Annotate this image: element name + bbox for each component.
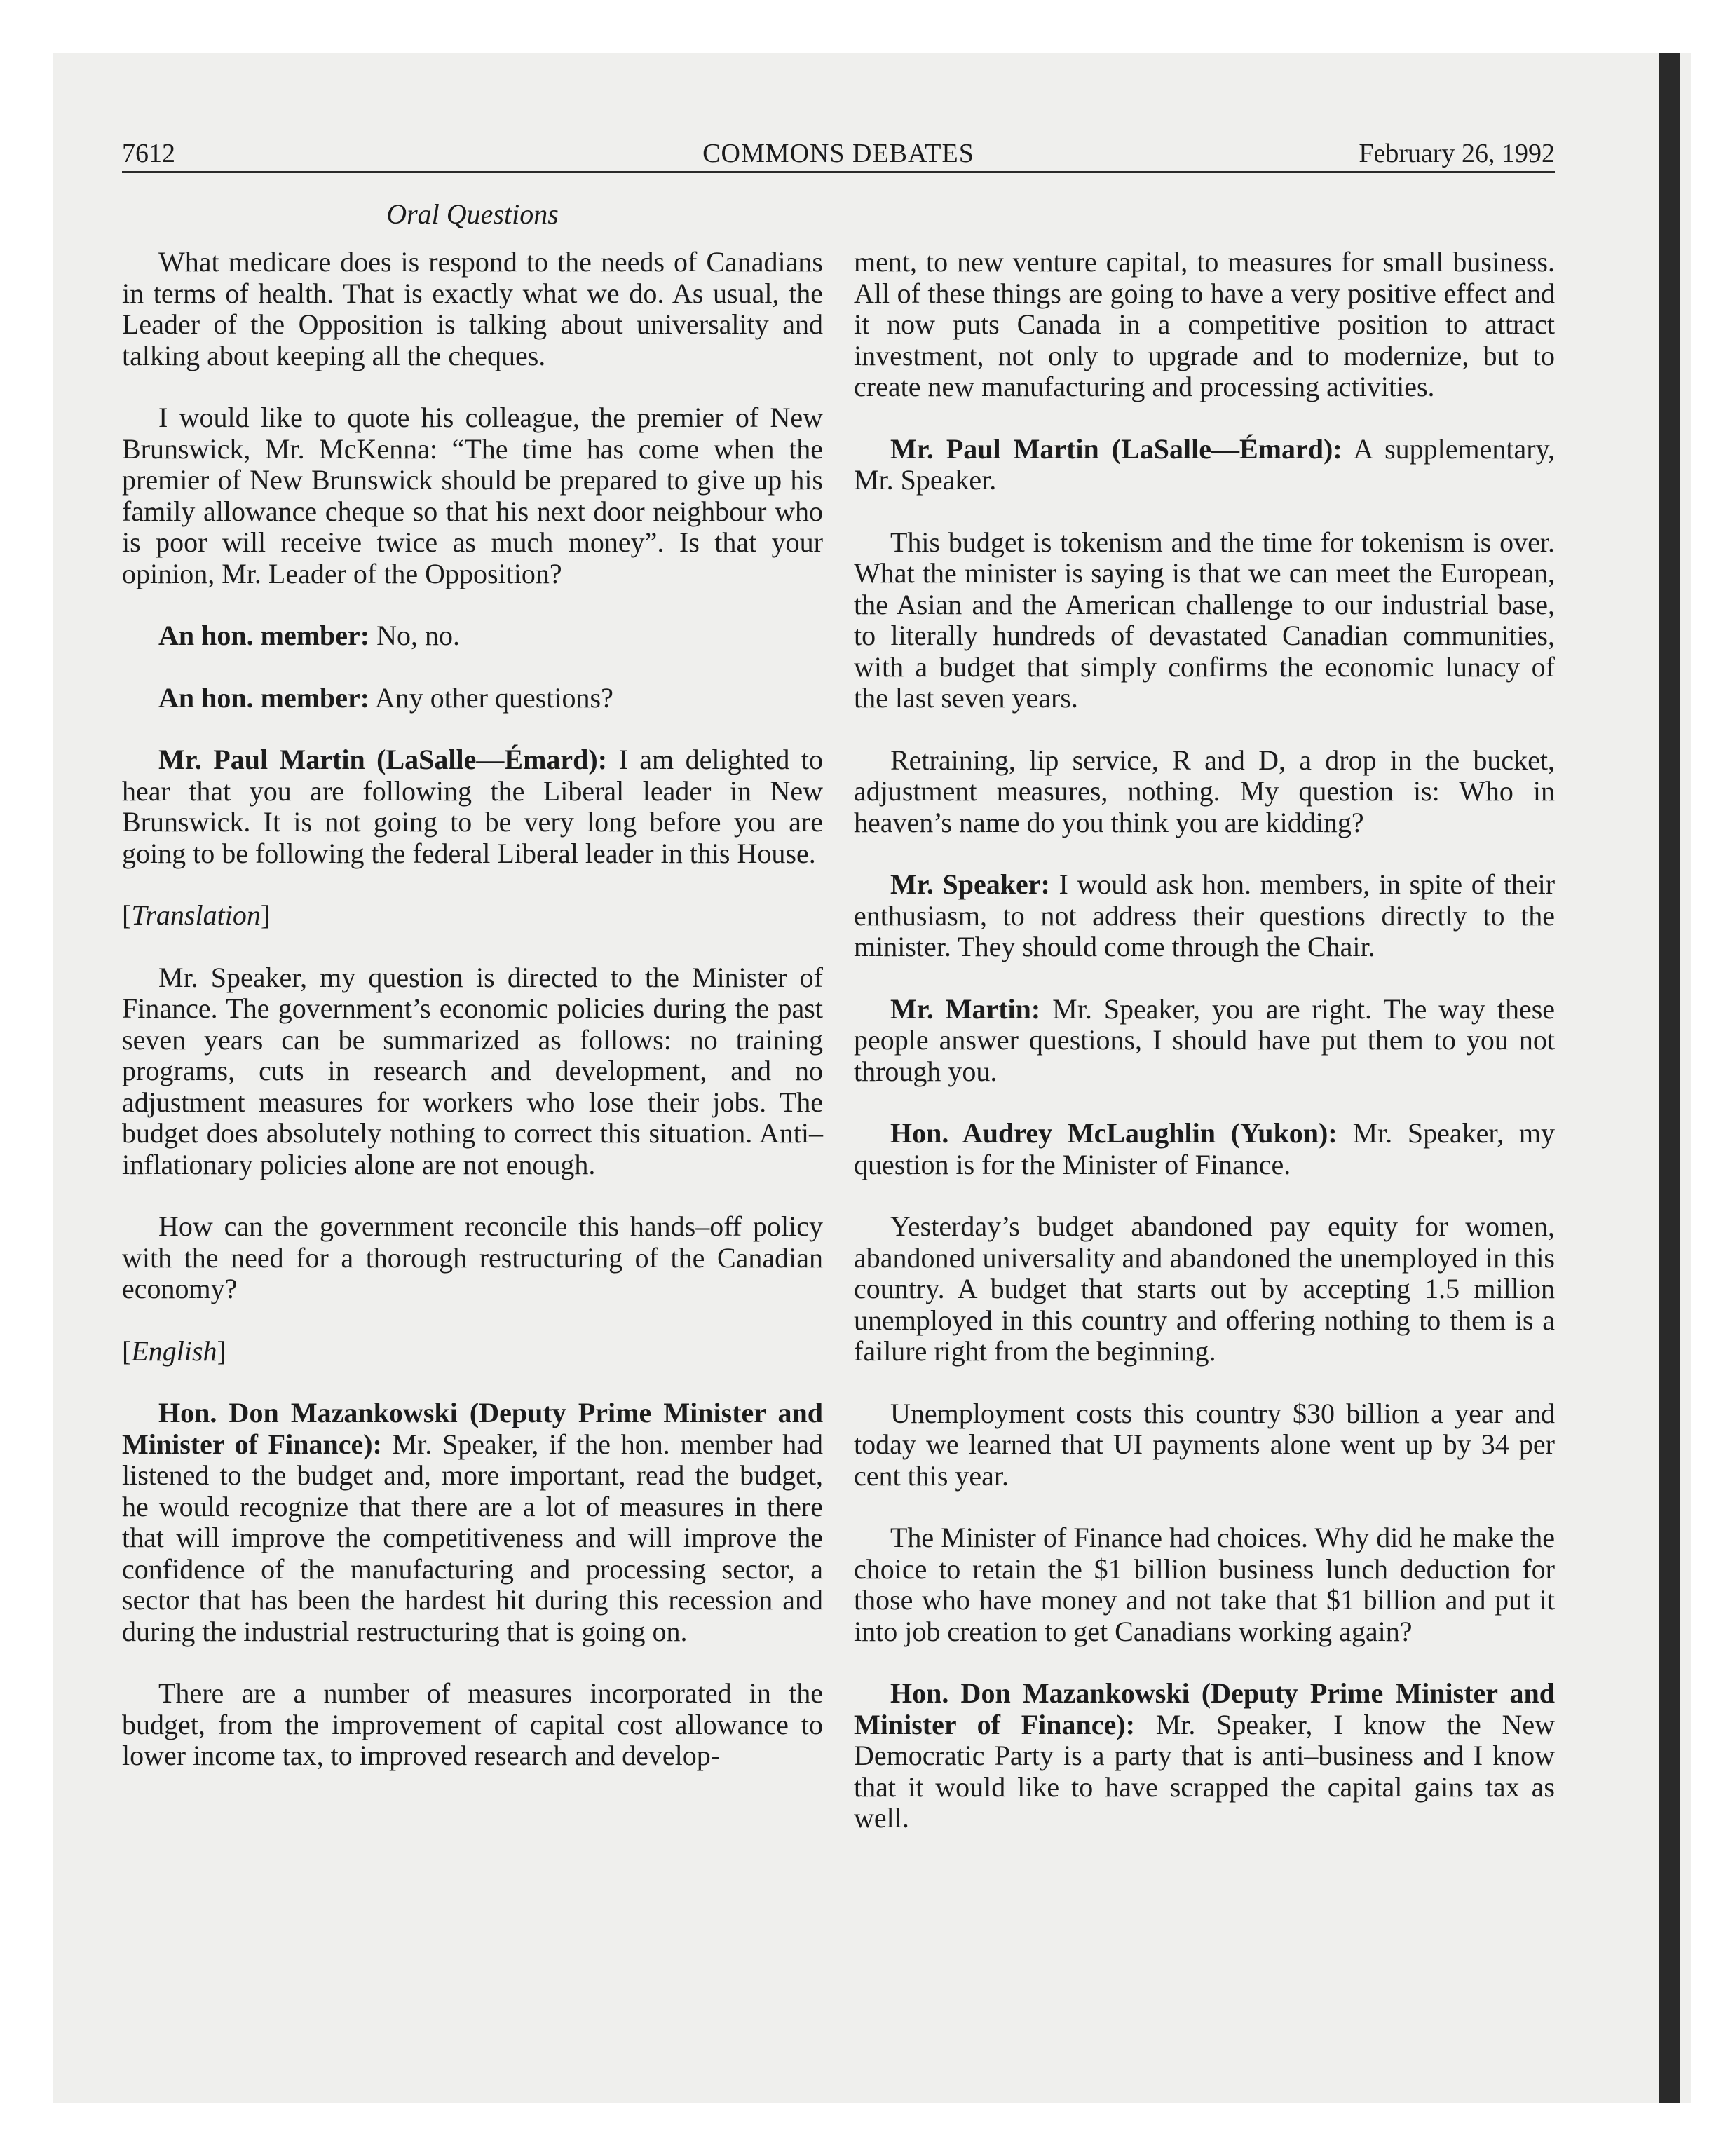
paragraph-text: A supplementary, Mr. Speaker. — [854, 432, 1555, 496]
paragraph-text: Retraining, lip service, R and D, a drop in the bucket, adjustment measures, nothing. My question is: Who in heaven’s name do you think you are kidding? — [854, 744, 1555, 838]
paragraph — [122, 247, 823, 371]
publication-title: COMMONS DEBATES — [702, 139, 974, 168]
paragraph — [122, 744, 823, 869]
left-column — [122, 247, 823, 1803]
paragraph — [854, 1211, 1555, 1367]
language-tag-text: English — [131, 1335, 217, 1367]
speaker-name: Hon. Don Mazankowski (Deputy Prime Minister and Minister of Finance): — [122, 1397, 823, 1460]
paragraph-text: What medicare does is respond to the needs of Canadians in terms of health. That is exactly what we do. As usual, the Leader of the Opposition is talking about universality and talking about keeping all the cheques. — [122, 246, 823, 371]
paragraph — [854, 1522, 1555, 1647]
section-title: Oral Questions — [386, 198, 559, 230]
paragraph — [122, 402, 823, 589]
paragraph — [122, 683, 823, 714]
paragraph — [854, 869, 1555, 963]
paragraph-text: Mr. Speaker, my question is directed to the Minister of Finance. The government’s economic policies during the past seven years can be summarized as follows: no training programs, cuts in research and development, and no adjustment measures for workers who lose their jobs. The budget does absolutely nothing to correct this situation. Anti–inflationary policies alone are not enough. — [122, 961, 823, 1180]
paragraph-text: This budget is tokenism and the time for tokenism is over. What the minister is saying is that we can meet the European, the Asian and the American challenge to our industrial base, to literally hundreds of devastated Canadian communities, with a budget that simply confirms the economic lunacy of the last seven years. — [854, 526, 1555, 714]
paragraph — [854, 1398, 1555, 1492]
paragraph-text: I am delighted to hear that you are following the Liberal leader in New Brunswick. It is not going to be very long before you are going to be following the federal Liberal leader in this House. — [122, 744, 824, 869]
speaker-name: Mr. Paul Martin (LaSalle—Émard): — [158, 744, 608, 775]
paragraph — [854, 434, 1555, 496]
paragraph — [122, 1678, 823, 1772]
speaker-name: Mr. Martin: — [890, 992, 1041, 1025]
paragraph — [122, 962, 823, 1181]
scan-edge — [1659, 53, 1680, 2103]
paragraph-text: Yesterday’s budget abandoned pay equity for women, abandoned universality and abandoned the unemployed in this country. A budget that starts out by accepting 1.5 million unemployed in this country and offering nothing to them is a failure right from the beginning. — [854, 1210, 1555, 1367]
running-header — [122, 125, 1555, 173]
speaker-name: An hon. member: — [158, 620, 370, 651]
language-tag-text: Translation — [131, 899, 261, 931]
paragraph — [854, 1678, 1555, 1834]
speaker-name: Hon. Don Mazankowski (Deputy Prime Minister and Minister of Finance): — [854, 1677, 1555, 1740]
page-number: 7612 — [122, 139, 175, 168]
right-column — [854, 247, 1555, 1865]
paragraph-text: How can the government reconcile this hands–off policy with the need for a thorough restructuring of the Canadian economy? — [122, 1210, 823, 1304]
paragraph — [122, 620, 823, 652]
issue-date: February 26, 1992 — [1359, 139, 1555, 168]
paragraph-text: There are a number of measures incorporated in the budget, from the improvement of capital cost allowance to lower income tax, to improved research and develop- — [122, 1677, 823, 1771]
paragraph — [854, 247, 1555, 403]
paragraph-text: Unemployment costs this country $30 billion a year and today we learned that UI payments alone went up by 34 per cent this year. — [854, 1397, 1555, 1492]
language-tag: [Translation] — [122, 899, 271, 931]
paragraph-text: Mr. Speaker, my question is for the Minister of Finance. — [854, 1117, 1555, 1180]
speaker-name: Hon. Audrey McLaughlin (Yukon): — [890, 1117, 1338, 1149]
paragraph-text: Mr. Speaker, if the hon. member had listened to the budget and, more important, read the budget, he would recognize that there are a lot of measures in there that will improve the competitiveness and will improve the confidence of the manufacturing and processing sector, a sector that has been the hardest hit during this recession and during the industrial restructuring that is going on. — [122, 1428, 824, 1647]
paragraph — [854, 994, 1555, 1088]
paragraph — [854, 527, 1555, 714]
paragraph-text: Any other questions? — [374, 681, 613, 714]
speaker-name: Mr. Speaker: — [890, 868, 1050, 900]
paragraph-text: The Minister of Finance had choices. Why did he make the choice to retain the $1 billion business lunch deduction for those who have money and not take that $1 billion and put it into job creation to get Canadians working again? — [854, 1522, 1555, 1647]
paragraph-text: I would ask hon. members, in spite of their enthusiasm, to not address their questions directly to the minister. They should come through the Chair. — [854, 868, 1556, 962]
language-tag: [English] — [122, 1335, 226, 1367]
speaker-name: An hon. member: — [158, 681, 370, 714]
paragraph-text: Mr. Speaker, you are right. The way these people answer questions, I should have put them to you not through you. — [854, 992, 1556, 1087]
paragraph-text: Mr. Speaker, I know the New Democratic Party is a party that is anti–business and I know that it would like to have scrapped the capital gains tax as well. — [854, 1708, 1556, 1834]
paragraph — [854, 745, 1555, 839]
paragraph-text: No, no. — [376, 620, 460, 651]
paragraph-text: I would like to quote his colleague, the premier of New Brunswick, Mr. McKenna: “The time has come when the premier of New Brunswick should be prepared to give up his family allowance cheque so that his next door neighbour who is poor will receive twice as much money”. Is that your opinion, Mr. Leader of the Opposition? — [122, 402, 823, 589]
paragraph — [122, 1211, 823, 1305]
paragraph-text: ment, to new venture capital, to measures for small business. All of these things are going to have a very positive effect and it now puts Canada in a competitive position to attract investment, not only to upgrade and to modernize, but to create new manufacturing and processing activities. — [854, 246, 1555, 402]
paragraph — [122, 1398, 823, 1647]
paragraph — [854, 1118, 1555, 1180]
speaker-name: Mr. Paul Martin (LaSalle—Émard): — [890, 432, 1342, 465]
